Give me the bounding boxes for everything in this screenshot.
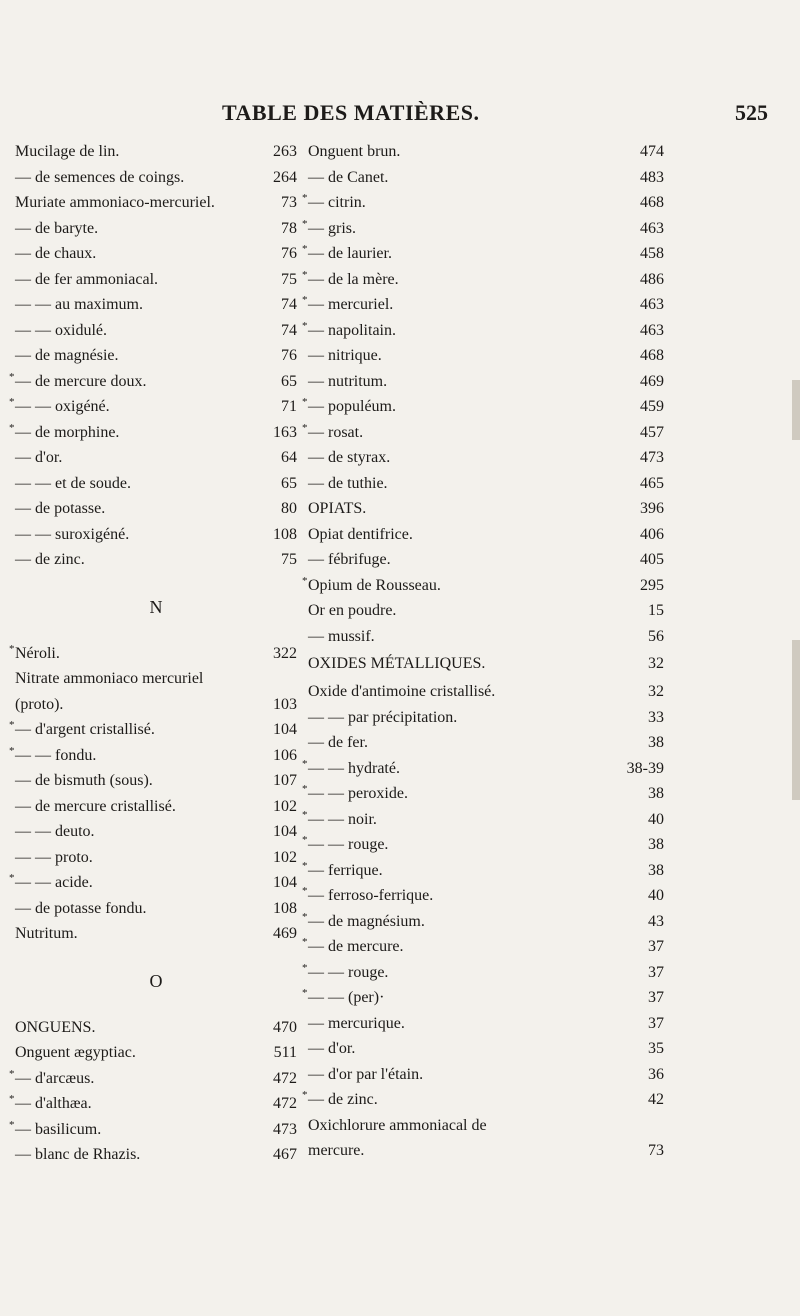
entry-star-mark: * <box>9 642 15 655</box>
entry-page-number: 35 <box>648 1040 664 1057</box>
index-entry <box>15 190 297 216</box>
index-entry <box>9 394 297 420</box>
entry-star-mark: * <box>9 719 15 731</box>
index-entry <box>15 768 297 794</box>
entry-text: — de fer. <box>308 734 368 751</box>
index-entry <box>302 318 664 344</box>
index-entry <box>15 845 297 871</box>
entry-text: — de laurier. <box>308 245 392 262</box>
entry-text: — d'althæa. <box>15 1095 92 1112</box>
entry-page-number: 107 <box>273 772 297 789</box>
index-entry <box>302 420 664 446</box>
entry-text: — de potasse fondu. <box>15 899 147 917</box>
entry-text: Muriate ammoniaco-mercuriel. <box>15 194 215 211</box>
entry-text: — d'or par l'étain. <box>308 1065 424 1083</box>
entry-page-number: 468 <box>640 347 664 364</box>
entry-star-mark: * <box>302 217 308 230</box>
entry-text: — — au maximum. <box>15 296 143 313</box>
entry-text: — napolitain. <box>308 321 396 339</box>
index-entry <box>302 267 664 293</box>
entry-page-number: 71 <box>281 398 297 415</box>
entry-page-number: 511 <box>273 1044 297 1061</box>
index-entry <box>15 471 297 497</box>
index-entry <box>15 921 297 947</box>
entry-text: — de mercure. <box>308 938 404 955</box>
index-entry <box>15 522 297 548</box>
entry-star-mark: * <box>302 936 308 948</box>
entry-page-number: 463 <box>640 296 664 313</box>
entry-star-mark: * <box>302 294 308 306</box>
index-entry <box>302 807 664 833</box>
index-entry <box>15 1040 297 1066</box>
entry-text: — d'arcæus. <box>15 1069 95 1087</box>
index-entry <box>9 1091 297 1117</box>
entry-text: Nutritum. <box>15 925 78 942</box>
entry-star-mark: * <box>302 192 308 204</box>
entry-text: — de magnésie. <box>15 347 119 364</box>
entry-page-number: 467 <box>273 1146 297 1163</box>
entry-star-mark: * <box>302 834 308 846</box>
entry-page-number: 38-39 <box>626 759 664 777</box>
entry-page-number: 465 <box>640 474 664 492</box>
entry-text: — de la mère. <box>308 270 399 288</box>
entry-text: — — (per)· <box>308 989 385 1006</box>
entry-text: — gris. <box>308 219 356 237</box>
index-entry <box>302 781 664 807</box>
entry-star-mark: * <box>9 1093 15 1105</box>
entry-text: — de fer ammoniacal. <box>15 270 159 288</box>
entry-text: — de mercure cristallisé. <box>15 797 176 815</box>
index-entry <box>9 743 297 769</box>
entry-text: Or en poudre. <box>308 602 397 619</box>
index-entry <box>308 1138 664 1164</box>
entry-text: — — rouge. <box>308 963 389 981</box>
spacer <box>15 627 297 641</box>
index-entry <box>308 496 664 522</box>
entry-text: — — oxigéné. <box>15 398 110 415</box>
index-entry <box>308 139 664 165</box>
index-entry <box>15 318 297 344</box>
entry-text: — de magnésium. <box>308 912 425 930</box>
entry-star-mark: * <box>302 574 308 587</box>
entry-page-number: 37 <box>648 989 664 1006</box>
entry-page-number: 75 <box>281 270 297 288</box>
index-entry <box>9 870 297 896</box>
entry-text: — de morphine. <box>15 423 120 441</box>
index-entry <box>302 394 664 420</box>
entry-star-mark: * <box>302 808 308 821</box>
index-entry <box>15 139 297 165</box>
entry-text: — de tuthie. <box>308 474 388 492</box>
entry-page-number: 36 <box>648 1065 664 1083</box>
entry-page-number: 472 <box>273 1069 297 1087</box>
index-entry <box>308 522 664 548</box>
index-entry <box>308 649 664 679</box>
entry-page-number: 32 <box>648 683 664 700</box>
entry-text: — de semences de coings. <box>15 168 185 186</box>
page-edge-shadow <box>792 380 800 440</box>
entry-text: — — oxidulé. <box>15 321 107 339</box>
entry-page-number: 459 <box>640 398 664 415</box>
right-index-column <box>302 139 664 1164</box>
entry-page-number: 74 <box>281 296 297 313</box>
entry-star-mark: * <box>302 859 308 872</box>
entry-text: — — peroxide. <box>308 785 408 802</box>
index-entry <box>15 794 297 820</box>
entry-text: — fébrifuge. <box>308 551 391 568</box>
index-entry <box>308 1036 664 1062</box>
entry-text: — rosat. <box>308 423 364 441</box>
index-entry <box>308 471 664 497</box>
entry-page-number: 473 <box>640 449 664 466</box>
entry-page-number: 104 <box>273 874 297 891</box>
page-title: TABLE DES MATIÈRES. <box>222 100 480 125</box>
index-entry <box>302 241 664 267</box>
entry-page-number: 38 <box>648 785 664 802</box>
index-entry <box>9 641 297 667</box>
entry-page-number: 65 <box>281 372 297 390</box>
entry-text: — — deuto. <box>15 823 95 840</box>
entry-text: Mucilage de lin. <box>15 143 120 160</box>
entry-page-number: 163 <box>273 423 297 441</box>
entry-text: Oxide d'antimoine cristallisé. <box>308 683 496 700</box>
entry-text: Néroli. <box>15 644 60 662</box>
entry-page-number: 396 <box>640 500 664 517</box>
entry-text: Opiat dentifrice. <box>308 525 413 543</box>
index-entry <box>15 896 297 922</box>
entry-text: — nitrique. <box>308 347 382 364</box>
index-entry <box>9 369 297 395</box>
entry-page-number: 264 <box>273 168 297 186</box>
index-entry <box>9 1066 297 1092</box>
entry-star-mark: * <box>302 1089 308 1101</box>
entry-star-mark: * <box>9 396 15 408</box>
index-entry <box>308 369 664 395</box>
entry-text: — — hydraté. <box>308 759 400 777</box>
entry-page-number: 40 <box>648 810 664 828</box>
entry-text: — de bismuth (sous). <box>15 772 153 789</box>
entry-page-number: 104 <box>273 823 297 840</box>
entry-page-number: 65 <box>281 474 297 492</box>
index-entry <box>308 165 664 191</box>
entry-page-number: 38 <box>648 734 664 751</box>
entry-page-number: 406 <box>640 525 664 543</box>
index-entry <box>302 960 664 986</box>
page-header <box>0 100 800 130</box>
entry-text: — d'or. <box>308 1040 356 1057</box>
entry-page-number: 473 <box>273 1120 297 1138</box>
index-entry <box>308 624 664 650</box>
entry-text: — de chaux. <box>15 245 97 262</box>
entry-text: — mercurique. <box>308 1014 405 1032</box>
entry-text: — de potasse. <box>15 500 106 517</box>
left-index-column <box>9 139 297 1168</box>
entry-star-mark: * <box>9 421 15 434</box>
index-entry <box>15 547 297 573</box>
entry-star-mark: * <box>302 421 308 434</box>
entry-page-number: 486 <box>640 270 664 288</box>
index-entry <box>308 1011 664 1037</box>
entry-text: — ferroso-ferrique. <box>308 887 434 904</box>
entry-page-number: 102 <box>273 848 297 866</box>
entry-text: — blanc de Rhazis. <box>15 1146 141 1163</box>
entry-text: — de baryte. <box>15 219 99 237</box>
entry-star-mark: * <box>302 396 308 408</box>
index-entry <box>15 666 297 692</box>
entry-star-mark: * <box>302 783 308 795</box>
index-entry <box>302 190 664 216</box>
index-entry <box>15 692 297 718</box>
entry-page-number: 469 <box>640 372 664 390</box>
entry-text: Oxichlorure ammoniacal de <box>308 1116 487 1134</box>
entry-star-mark: * <box>9 370 15 383</box>
spacer <box>15 947 297 961</box>
entry-star-mark: * <box>302 961 308 974</box>
index-entry <box>302 985 664 1011</box>
entry-text: — — proto. <box>15 848 93 866</box>
index-entry <box>15 343 297 369</box>
entry-star-mark: * <box>9 1118 15 1131</box>
entry-star-mark: * <box>302 910 308 923</box>
entry-text: — citrin. <box>308 194 366 211</box>
entry-text: OXIDES MÉTALLIQUES. <box>308 655 486 672</box>
entry-page-number: 75 <box>281 551 297 568</box>
entry-page-number: 483 <box>640 168 664 186</box>
entry-page-number: 73 <box>281 194 297 211</box>
entry-text: — — par précipitation. <box>308 708 458 726</box>
entry-page-number: 469 <box>273 925 297 942</box>
entry-text: — de zinc. <box>308 1091 378 1108</box>
entry-page-number: 56 <box>648 627 664 645</box>
entry-star-mark: * <box>302 757 308 770</box>
index-entry <box>15 445 297 471</box>
index-entry <box>308 343 664 369</box>
entry-page-number: 15 <box>648 602 664 619</box>
entry-text: — — fondu. <box>15 746 97 764</box>
index-entry <box>308 445 664 471</box>
entry-page-number: 73 <box>648 1142 664 1159</box>
section-letter: O <box>149 970 163 991</box>
index-entry <box>308 705 664 731</box>
entry-text: — basilicum. <box>15 1120 102 1138</box>
entry-page-number: 40 <box>648 887 664 904</box>
index-entry <box>15 1142 297 1168</box>
entry-page-number: 37 <box>648 938 664 955</box>
entry-page-number: 76 <box>281 347 297 364</box>
entry-page-number: 103 <box>273 695 297 713</box>
index-entry <box>9 717 297 743</box>
entry-text: OPIATS. <box>308 500 367 517</box>
index-entry <box>302 756 664 782</box>
entry-page-number: 32 <box>648 655 664 672</box>
spacer <box>15 573 297 587</box>
entry-text: — de mercure doux. <box>15 372 147 390</box>
index-entry <box>308 598 664 624</box>
entry-star-mark: * <box>9 1067 15 1080</box>
entry-text: Onguent ægyptiac. <box>15 1044 136 1061</box>
entry-page-number: 458 <box>640 245 664 262</box>
index-entry <box>9 1117 297 1143</box>
entry-page-number: 43 <box>648 912 664 930</box>
index-entry <box>308 1113 664 1139</box>
entry-page-number: 108 <box>273 899 297 917</box>
entry-text: Nitrate ammoniaco mercuriel <box>15 670 204 687</box>
entry-star-mark: * <box>302 987 308 999</box>
entry-text: — — acide. <box>15 874 93 891</box>
entry-page-number: 472 <box>273 1095 297 1112</box>
entry-text: — — suroxigéné. <box>15 525 130 543</box>
entry-text: (proto). <box>15 695 64 713</box>
index-entry <box>15 216 297 242</box>
entry-star-mark: * <box>302 885 308 897</box>
spacer <box>15 1001 297 1015</box>
entry-page-number: 106 <box>273 746 297 764</box>
entry-text: — de Canet. <box>308 168 389 186</box>
entry-star-mark: * <box>302 319 308 332</box>
entry-page-number: 405 <box>640 551 664 568</box>
entry-page-number: 463 <box>640 219 664 237</box>
entry-page-number: 42 <box>648 1091 664 1108</box>
index-entry <box>9 420 297 446</box>
entry-text: — populéum. <box>308 398 396 415</box>
entry-text: — — noir. <box>308 810 377 828</box>
entry-page-number: 37 <box>648 963 664 981</box>
index-entry <box>308 1062 664 1088</box>
entry-page-number: 74 <box>281 321 297 339</box>
entry-text: — de zinc. <box>15 551 85 568</box>
entry-text: Onguent brun. <box>308 143 401 160</box>
entry-text: Opium de Rousseau. <box>308 576 441 594</box>
entry-text: — de styrax. <box>308 449 391 466</box>
entry-page-number: 38 <box>648 861 664 879</box>
index-entry <box>15 267 297 293</box>
entry-page-number: 470 <box>273 1018 297 1036</box>
index-entry <box>308 730 664 756</box>
index-entry <box>302 216 664 242</box>
index-entry <box>302 934 664 960</box>
index-entry <box>15 496 297 522</box>
index-entry <box>308 679 664 705</box>
section-letter: N <box>149 596 163 617</box>
entry-text: mercure. <box>308 1142 365 1159</box>
entry-page-number: 78 <box>281 219 297 237</box>
entry-star-mark: * <box>302 268 308 281</box>
index-entry <box>302 292 664 318</box>
index-entry <box>15 292 297 318</box>
entry-page-number: 322 <box>273 644 297 662</box>
index-entry <box>15 165 297 191</box>
entry-text: — mercuriel. <box>308 296 394 313</box>
index-entry <box>302 1087 664 1113</box>
entry-text: ONGUENS. <box>15 1018 96 1036</box>
entry-page-number: 468 <box>640 194 664 211</box>
entry-page-number: 474 <box>640 143 664 160</box>
entry-star-mark: * <box>302 243 308 255</box>
page-number: 525 <box>735 100 768 125</box>
index-entry <box>15 241 297 267</box>
page-edge-shadow <box>792 640 800 800</box>
entry-text: — — et de soude. <box>15 474 131 492</box>
index-entry <box>15 819 297 845</box>
entry-text: — ferrique. <box>308 861 383 879</box>
entry-page-number: 104 <box>273 721 297 738</box>
entry-text: — mussif. <box>308 627 375 645</box>
entry-star-mark: * <box>9 872 15 884</box>
index-entry <box>302 858 664 884</box>
index-entry <box>302 832 664 858</box>
entry-text: — — rouge. <box>308 836 389 853</box>
index-entry <box>302 883 664 909</box>
entry-text: — d'or. <box>15 449 63 466</box>
entry-page-number: 463 <box>640 321 664 339</box>
entry-page-number: 457 <box>640 423 664 441</box>
entry-page-number: 263 <box>273 143 297 160</box>
index-entry <box>308 547 664 573</box>
entry-page-number: 76 <box>281 245 297 262</box>
entry-page-number: 295 <box>640 576 664 594</box>
entry-page-number: 64 <box>281 449 297 466</box>
index-entry <box>302 909 664 935</box>
entry-page-number: 37 <box>648 1014 664 1032</box>
entry-star-mark: * <box>9 744 15 757</box>
entry-page-number: 102 <box>273 797 297 815</box>
entry-page-number: 33 <box>648 708 664 726</box>
entry-text: — nutritum. <box>308 372 388 390</box>
entry-page-number: 108 <box>273 525 297 543</box>
entry-page-number: 80 <box>281 500 297 517</box>
index-entry <box>302 573 664 599</box>
index-entry <box>15 1015 297 1041</box>
entry-text: — d'argent cristallisé. <box>15 721 155 738</box>
entry-page-number: 38 <box>648 836 664 853</box>
